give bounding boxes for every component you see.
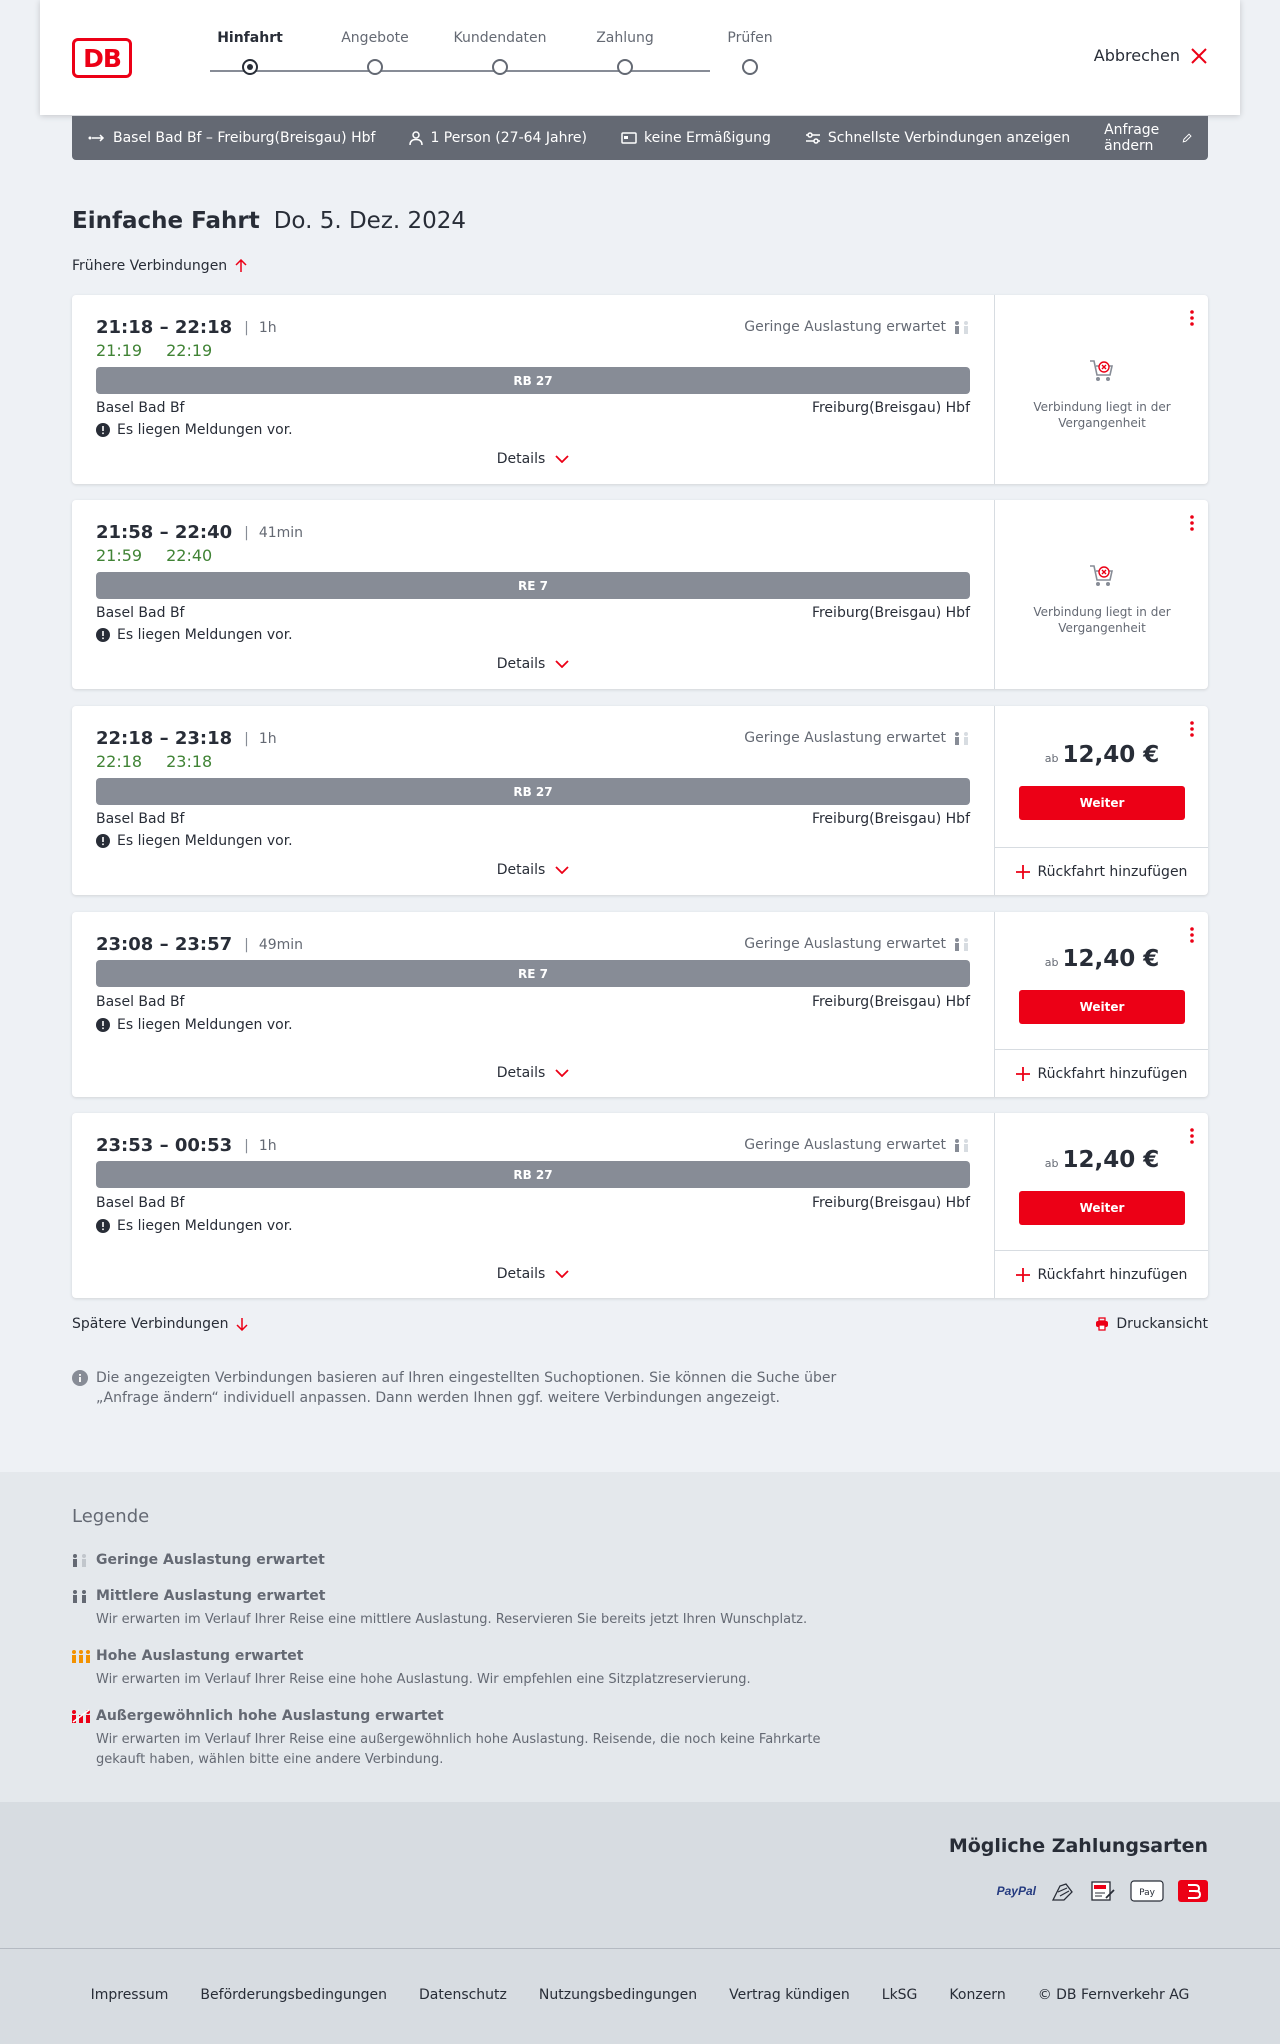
medium-utilization-icon [72,1589,88,1603]
info-notice [72,1368,852,1408]
footer-link-befoerderungsbedingungen[interactable]: Beförderungsbedingungen [200,1987,387,2003]
legend-section [0,1472,1280,1802]
legend-item-desc: Wir erwarten im Verlauf Ihrer Reise eine mittlere Auslastung. Reservieren Sie bereits jetzt Ihren Wunschplatz. [96,1612,808,1627]
price-prefix: ab [1044,956,1059,969]
chevron-down-icon [555,455,569,463]
chevron-down-icon [555,1069,569,1077]
option-text: Schnellste Verbindungen anzeigen [827,130,1071,146]
footer-link-lksg[interactable]: LkSG [881,1987,918,2003]
step-dot [617,59,633,75]
footer-links [0,1987,1280,2003]
utilization-text: Geringe Auslastung erwartet [744,319,946,335]
alert-icon [96,628,110,642]
connection-info [72,706,994,895]
train-bar[interactable] [96,960,970,987]
later-label: Spätere Verbindungen [72,1316,229,1332]
step-pruefen [690,30,810,75]
step-hinfahrt [190,30,310,75]
low-utilization-icon [954,937,970,951]
price [995,742,1209,768]
connection-info [72,295,994,484]
step-label: Zahlung [596,30,654,46]
realtime-times [96,752,212,771]
plus-icon [1016,1268,1030,1282]
route-text: Basel Bad Bf – Freiburg(Breisgau) Hbf [113,130,376,146]
arrival-station: Freiburg(Breisgau) Hbf [811,605,970,621]
realtime-arrival: 22:19 [166,341,213,360]
connection-times: 21:58 – 22:40 | 41min [96,522,304,543]
connection-times: 22:18 – 23:18 | 1h [96,728,277,749]
add-return-button[interactable] [995,1250,1208,1298]
connection-card [72,500,1208,689]
traveller-summary [409,130,587,146]
step-dot [367,59,383,75]
message-text: Es liegen Meldungen vor. [117,1218,293,1234]
low-utilization-icon [954,320,970,334]
legend-item-desc: Wir erwarten im Verlauf Ihrer Reise eine hohe Auslastung. Wir empfehlen eine Sitzplatzreservierung. [96,1672,751,1687]
legend-item-title: Hohe Auslastung erwartet [96,1648,304,1664]
chevron-down-icon [555,660,569,668]
train-bar[interactable] [96,572,970,599]
details-toggle[interactable] [72,862,994,878]
option-summary [805,130,1070,146]
step-label: Prüfen [727,30,773,46]
realtime-arrival: 23:18 [166,752,213,771]
train-name: RB 27 [513,373,553,388]
utilization-text: Geringe Auslastung erwartet [744,936,946,952]
past-notice: Verbindung liegt in der Vergangenheit [1033,400,1171,430]
planned-times: 23:53 – 00:53 [96,1135,233,1156]
train-bar[interactable] [96,1161,970,1188]
continue-button[interactable] [1019,1191,1185,1225]
arrival-station: Freiburg(Breisgau) Hbf [811,811,970,827]
connection-times: 21:18 – 22:18 | 1h [96,317,277,338]
later-connections-link[interactable] [72,1316,248,1332]
message-text: Es liegen Meldungen vor. [117,422,293,438]
cancel-label: Abbrechen [1093,46,1180,65]
departure-station: Basel Bad Bf [96,811,185,827]
card-icon [621,132,637,144]
trip-type: Einfache Fahrt [72,208,260,234]
alert-icon [96,834,110,848]
train-bar[interactable] [96,367,970,394]
message-notice [96,833,293,849]
step-kundendaten [440,30,560,75]
message-notice [96,422,293,438]
price [995,1147,1209,1173]
step-zahlung [565,30,685,75]
footer-link-nutzungsbedingungen[interactable]: Nutzungsbedingungen [538,1987,698,2003]
departure-station: Basel Bad Bf [96,1195,185,1211]
pencil-icon [1182,130,1192,146]
printer-icon [1095,1317,1109,1331]
chevron-down-icon [555,1270,569,1278]
step-label: Kundendaten [453,30,547,46]
footer-link-vertrag-kuendigen[interactable]: Vertrag kündigen [729,1987,850,2003]
connection-info [72,912,994,1097]
realtime-times [96,546,212,565]
low-utilization-icon [954,1138,970,1152]
details-label: Details [496,451,546,467]
arrow-down-icon [236,1317,248,1331]
credit-card-icon [1050,1880,1076,1902]
cancel-button[interactable] [1094,46,1208,65]
discount-summary [621,130,771,146]
route-summary [88,130,375,146]
train-name: RB 27 [513,784,553,799]
more-options-icon[interactable] [1188,309,1196,327]
duration: 41min [258,524,304,541]
info-text: Die angezeigten Verbindungen basieren auf Ihren eingestellten Suchoptionen. Sie können die Suche über „Anfrage ändern“ individuell anpassen. Dann werden Ihnen ggf. weitere Verbindungen angezeigt. [96,1370,837,1406]
utilization-text: Geringe Auslastung erwartet [744,730,946,746]
more-options-icon[interactable] [1188,720,1196,738]
realtime-arrival: 22:40 [166,546,213,565]
connection-times: 23:08 – 23:57 | 49min [96,934,304,955]
message-text: Es liegen Meldungen vor. [117,1017,293,1033]
exceptional-utilization-icon [72,1709,90,1723]
db-bonus-icon [1178,1880,1208,1902]
arrival-station: Freiburg(Breisgau) Hbf [811,994,970,1010]
past-notice: Verbindung liegt in der Vergangenheit [1033,605,1171,635]
footer-copyright: © DB Fernverkehr AG [1037,1987,1190,2003]
arrival-station: Freiburg(Breisgau) Hbf [811,1195,970,1211]
cart-unavailable-icon [1088,562,1116,590]
price-prefix: ab [1044,752,1059,765]
realtime-departure: 21:59 [96,546,143,565]
realtime-times [96,341,212,360]
edit-label: Anfrage ändern [1104,122,1160,154]
offer-panel [994,1113,1208,1298]
close-icon [1190,47,1208,65]
planned-times: 21:18 – 22:18 [96,317,233,338]
add-return-button[interactable] [995,1049,1208,1097]
details-toggle[interactable] [72,1065,994,1081]
utilization [744,936,970,952]
legend-item [72,1648,852,1690]
utilization [744,319,970,335]
add-return-button[interactable] [995,847,1208,895]
step-dot-active [242,59,258,75]
step-dot [742,59,758,75]
train-name: RE 7 [518,966,548,981]
earlier-connections-link[interactable] [72,258,247,274]
message-notice [96,627,293,643]
filter-icon [805,132,821,144]
chevron-down-icon [555,866,569,874]
duration: 49min [258,936,304,953]
message-text: Es liegen Meldungen vor. [117,833,293,849]
price-value: 12,40 € [1062,1147,1160,1173]
continue-button[interactable] [1019,990,1185,1024]
step-label: Hinfahrt [217,30,283,46]
legend-item-title: Außergewöhnlich hohe Auslastung erwartet [96,1708,444,1724]
continue-label: Weiter [1079,1201,1125,1215]
planned-times: 21:58 – 22:40 [96,522,233,543]
details-label: Details [496,862,546,878]
trip-date: Do. 5. Dez. 2024 [273,208,467,234]
alert-icon [96,423,110,437]
low-utilization-icon [954,731,970,745]
connection-card [72,706,1208,895]
continue-button[interactable] [1019,786,1185,820]
more-options-icon[interactable] [1188,1127,1196,1145]
offer-panel [994,295,1208,484]
payment-methods [997,1880,1208,1902]
planned-times: 23:08 – 23:57 [96,934,233,955]
offer-panel [994,706,1208,895]
message-notice [96,1218,293,1234]
train-bar[interactable] [96,778,970,805]
utilization-text: Geringe Auslastung erwartet [744,1137,946,1153]
footer-link-impressum[interactable]: Impressum [90,1987,169,2003]
db-logo[interactable] [72,38,132,78]
price-prefix: ab [1044,1157,1059,1170]
realtime-departure: 21:19 [96,341,143,360]
plus-icon [1016,1067,1030,1081]
train-name: RE 7 [518,578,548,593]
legend-item-desc: Wir erwarten im Verlauf Ihrer Reise eine außergewöhnlich hohe Auslastung. Reisende, die noch keine Fahrkarte gekauft haben, wählen bitte eine andere Verbindung. [96,1732,821,1767]
search-summary-bar [72,116,1208,160]
step-angebote [315,30,435,75]
print-view-link[interactable] [1095,1316,1208,1332]
utilization [744,1137,970,1153]
legend-item-title: Geringe Auslastung erwartet [96,1552,325,1568]
plus-icon [1016,865,1030,879]
header [40,0,1240,115]
price-value: 12,40 € [1062,742,1160,768]
connection-card [72,1113,1208,1298]
high-utilization-icon [72,1649,90,1663]
legend-title: Legende [72,1506,150,1527]
footer-link-konzern[interactable]: Konzern [949,1987,1006,2003]
connection-times: 23:53 – 00:53 | 1h [96,1135,277,1156]
add-return-label: Rückfahrt hinzufügen [1037,863,1188,880]
connection-card [72,912,1208,1097]
legend-item [72,1552,852,1568]
duration: 1h [258,1137,277,1154]
duration: 1h [258,319,277,336]
footer [0,1948,1280,2044]
details-toggle[interactable] [72,451,994,467]
traveller-text: 1 Person (27-64 Jahre) [430,130,587,146]
earlier-label: Frühere Verbindungen [72,258,228,274]
route-arrow-icon [88,133,106,143]
svg-text:Pay: Pay [1139,1888,1155,1898]
logo-text: DB [83,43,121,73]
low-utilization-icon [72,1553,88,1567]
planned-times: 22:18 – 23:18 [96,728,233,749]
utilization [744,730,970,746]
page-title [72,208,466,234]
departure-station: Basel Bad Bf [96,994,185,1010]
add-return-label: Rückfahrt hinzufügen [1037,1266,1188,1283]
price-value: 12,40 € [1062,946,1160,972]
offer-panel [994,500,1208,689]
add-return-label: Rückfahrt hinzufügen [1037,1065,1188,1082]
payment-section [0,1802,1280,1948]
footer-link-datenschutz[interactable]: Datenschutz [418,1987,507,2003]
more-options-icon[interactable] [1188,514,1196,532]
edit-request-button[interactable] [1104,122,1192,154]
details-toggle[interactable] [72,1266,994,1282]
train-name: RB 27 [513,1167,553,1182]
details-label: Details [496,1266,546,1282]
sepa-icon [1090,1880,1116,1902]
cart-unavailable-icon [1088,357,1116,385]
more-options-icon[interactable] [1188,926,1196,944]
continue-label: Weiter [1079,1000,1125,1014]
alert-icon [96,1219,110,1233]
message-notice [96,1017,293,1033]
offer-panel [994,912,1208,1097]
connection-card [72,295,1208,484]
details-label: Details [496,656,546,672]
step-dot [492,59,508,75]
details-label: Details [496,1065,546,1081]
progress-steps [180,30,773,90]
message-text: Es liegen Meldungen vor. [117,627,293,643]
legend-item-title: Mittlere Auslastung erwartet [96,1588,326,1604]
info-icon [72,1370,88,1386]
duration: 1h [258,730,277,747]
person-icon [409,131,423,145]
legend-item [72,1588,852,1630]
price [995,946,1209,972]
departure-station: Basel Bad Bf [96,400,185,416]
realtime-departure: 22:18 [96,752,143,771]
legend-item [72,1708,852,1770]
print-label: Druckansicht [1116,1316,1208,1332]
continue-label: Weiter [1079,796,1125,810]
payment-title: Mögliche Zahlungsarten [948,1835,1208,1857]
details-toggle[interactable] [72,656,994,672]
departure-station: Basel Bad Bf [96,605,185,621]
connection-info [72,500,994,689]
alert-icon [96,1018,110,1032]
connection-info [72,1113,994,1298]
arrival-station: Freiburg(Breisgau) Hbf [811,400,970,416]
paypal-icon: PayPal [996,1884,1036,1898]
apple-pay-icon [1130,1880,1164,1902]
arrow-up-icon [235,259,247,273]
discount-text: keine Ermäßigung [644,130,771,146]
step-label: Angebote [341,30,409,46]
